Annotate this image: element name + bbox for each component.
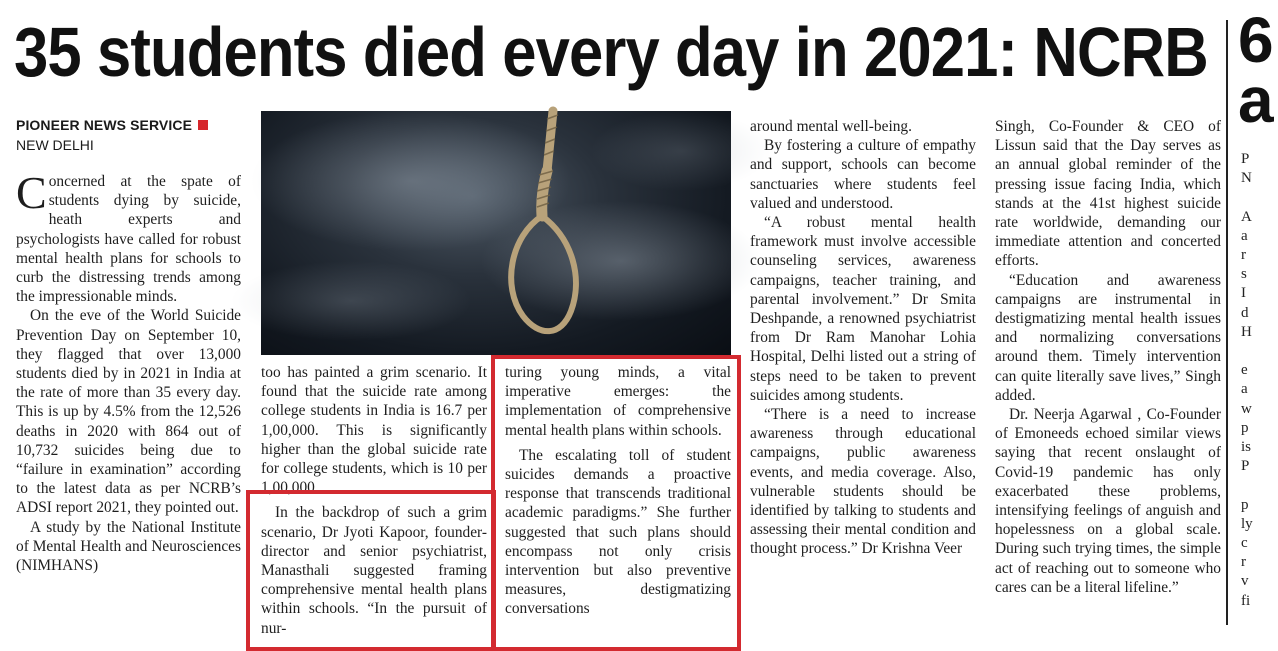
paragraph: around mental well-being. bbox=[750, 118, 912, 135]
fragment-line: w bbox=[1241, 400, 1252, 417]
article-column-1 bbox=[16, 167, 241, 632]
byline-agency-text: PIONEER NEWS SERVICE bbox=[16, 117, 193, 133]
next-article-headline-fragment: 6 a bbox=[1238, 4, 1274, 136]
fragment-line: p bbox=[1241, 419, 1249, 436]
fragment-line: s bbox=[1241, 266, 1247, 283]
highlight-box-2 bbox=[491, 355, 741, 651]
fragment-line bbox=[1241, 188, 1249, 207]
paragraph: “There is a need to increase awareness through educational campaigns, public awareness events, and media coverage. Also, vulnerable students should be identified by talking to students and assessing their mental condition and thought process.” Dr Krishna Veer bbox=[750, 406, 976, 558]
fragment-line: ly bbox=[1241, 515, 1253, 532]
fragment-line: c bbox=[1241, 535, 1248, 552]
fragment-line: d bbox=[1241, 304, 1249, 321]
byline bbox=[16, 117, 246, 153]
paragraph: In the backdrop of such a grim scenario, Dr Jyoti Kapoor, founder-director and senior psychiatrist, Manasthali suggested framing comprehensive mental health plans within schools. “In the pursuit of nur- bbox=[261, 504, 487, 637]
fragment-line: a bbox=[1241, 381, 1248, 398]
fragment-line: P bbox=[1241, 151, 1250, 167]
fragment-line: e bbox=[1241, 362, 1248, 379]
paragraph: A study by the National Institute of Mental Health and Neurosciences (NIMHANS) bbox=[16, 518, 241, 575]
fragment-line: P bbox=[1241, 458, 1250, 475]
column-divider bbox=[1226, 20, 1228, 625]
fragment-line: A bbox=[1241, 208, 1252, 225]
fragment-line: I bbox=[1241, 285, 1246, 302]
byline-dateline: NEW DELHI bbox=[16, 137, 94, 153]
fragment-line bbox=[1241, 476, 1249, 495]
paragraph: Singh, Co-Founder & CEO of Lissun said that the Day serves as an annual global reminder of the pressing issue facing India, which stands at the 41st highest suicide rate worldwide, demanding our immediate attention and concerted efforts. bbox=[995, 118, 1221, 270]
drop-cap: C bbox=[16, 167, 47, 218]
fragment-line: is bbox=[1241, 439, 1252, 456]
paragraph: The escalating toll of student suicides demands a proactive response that transcends traditional academic paradigms.” She further suggested that such plans should encompass not only crisis intervention but also preventive measures, destigmatizing conversations bbox=[505, 446, 731, 618]
paragraph: By fostering a culture of empathy and support, schools can become sanctuaries where students feel valued and understood. bbox=[750, 137, 976, 212]
noose-illustration bbox=[261, 111, 731, 355]
fragment-line: a bbox=[1241, 227, 1248, 244]
paragraph: “Education and awareness campaigns are instrumental in destigmatizing mental health issues and normalizing conversations around them. Timely intervention can quite literally save lives,” Singh added. bbox=[995, 271, 1221, 404]
paragraph: “A robust mental health framework must involve accessible counseling services, awareness campaigns, teacher training, and parental involvement.” Dr Smita Deshpande, a renowned psychiatrist from Dr Ram Manohar Lohia Hospital, Delhi listed out a string of steps need to be taken to prevent suicides among students. bbox=[750, 214, 976, 404]
fragment-line: H bbox=[1241, 323, 1252, 340]
byline-agency bbox=[16, 117, 208, 133]
fragment-line: r bbox=[1241, 554, 1246, 571]
paragraph: turing young minds, a vital imperative emerges: the implementation of comprehensive mental health plans within schools. bbox=[505, 364, 731, 439]
fragment-line: v bbox=[1241, 573, 1249, 590]
fragment-line: fi bbox=[1241, 592, 1251, 609]
fragment-line: N bbox=[1241, 170, 1252, 187]
paragraph: On the eve of the World Suicide Prevention Day on September 10, they flagged that over 13,000 students died by in 2021 in India at the rate of more than 35 every day. This is up by 4.5% from the 12,526 deaths in 2020 with 864 out of 10,732 suicides being due to “failure in examination” according to the latest data as per NCRB’s ADSI report 2021, they pointed out. bbox=[16, 307, 241, 517]
next-article-column-fragment bbox=[1241, 150, 1253, 630]
paragraph bbox=[16, 167, 241, 306]
paragraph-text: oncerned at the spate of students dying by suicide, heath experts and psychologists have called for robust mental health plans for schools to curb the distressing trends among the impressionable minds. bbox=[16, 173, 241, 306]
paragraph: too has painted a grim scenario. It found that the suicide rate among college students in India is 16.7 per 1,00,000. This is significantly higher than the global suicide rate for college students, which is 10 per 1,00,000. bbox=[261, 364, 487, 497]
headline: 35 students died every day in 2021: NCRB bbox=[14, 13, 1208, 91]
fragment-line: p bbox=[1241, 496, 1249, 513]
fragment-line: r bbox=[1241, 247, 1246, 264]
article-column-5 bbox=[995, 117, 1221, 637]
article-column-4 bbox=[750, 117, 976, 637]
fragment-line bbox=[1241, 342, 1249, 361]
noose-photo bbox=[261, 111, 731, 355]
red-square-icon bbox=[198, 120, 208, 130]
highlight-box-1 bbox=[246, 490, 496, 651]
paragraph: Dr. Neerja Agarwal , Co-Founder of Emoneeds echoed similar views saying that recent onslaught of Covid-19 pandemic has only exacerbated these problems, intensifying feelings of anguish and hopelessness on a global scale. During such trying times, the simple act of reaching out to someone who cares can be a literal lifeline.” bbox=[995, 406, 1221, 596]
